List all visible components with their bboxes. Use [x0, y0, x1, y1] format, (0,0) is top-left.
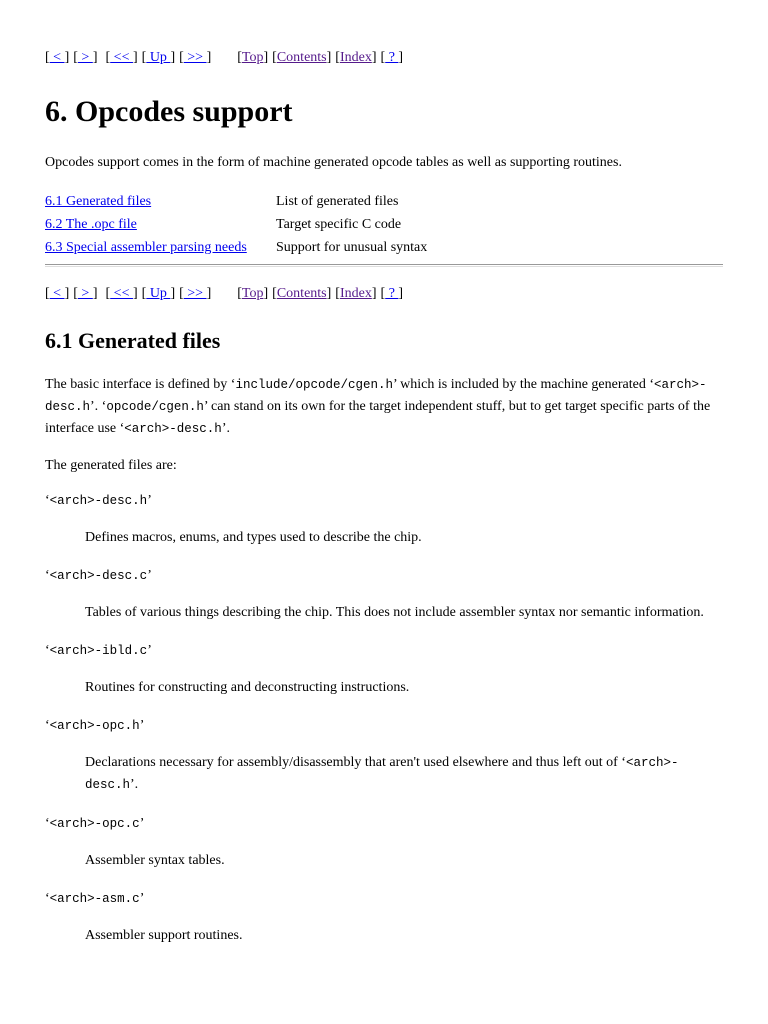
intro-paragraph: Opcodes support comes in the form of machine generated opcode tables as well as supporting routines. [45, 155, 622, 170]
page-title: 6. Opcodes support [45, 95, 293, 128]
file-description: Assembler support routines. [85, 928, 243, 943]
code-filename: include/opcode/cgen.h [235, 378, 394, 392]
text-run: ’. [221, 421, 230, 436]
file-name: <arch>-ibld.c [49, 644, 148, 658]
nav-next-link[interactable]: > [77, 50, 93, 65]
nav-fast-back-link[interactable]: << [110, 50, 133, 65]
nav-about-link[interactable]: ? [385, 286, 399, 301]
nav-contents-link[interactable]: Contents [276, 286, 327, 301]
file-term: ‘<arch>-opc.h’ [45, 718, 145, 733]
nav-fast-forward-link[interactable]: >> [183, 286, 207, 301]
text-run: ’ can stand on its own for the target independent stuff, but to get target specific parts of the interface use ‘ [45, 399, 711, 436]
menu-desc: Target specific C code [276, 217, 402, 232]
nav-prev-link[interactable]: < [49, 50, 65, 65]
text-run: ’. ‘ [90, 399, 107, 414]
nav-contents-link[interactable]: Contents [276, 50, 327, 65]
nav-prev-link[interactable]: < [49, 286, 65, 301]
nav-index-link[interactable]: Index [339, 50, 372, 65]
interface-paragraph [45, 374, 725, 440]
menu-link-generated-files[interactable]: 6.1 Generated files [45, 194, 152, 209]
menu-row [43, 213, 429, 236]
code-filename: <arch>-desc.h [45, 378, 707, 414]
file-term: ‘<arch>-desc.c’ [45, 568, 152, 583]
section-heading: 6.1 Generated files [45, 328, 221, 353]
menu-desc: List of generated files [276, 194, 399, 209]
file-term: ‘<arch>-ibld.c’ [45, 643, 152, 658]
file-name: <arch>-desc.c [49, 569, 148, 583]
file-description: Assembler syntax tables. [85, 853, 225, 868]
nav-bar-top: [ < ] [ > ] [ << ] [ Up ] [ >> ] [Top] [Contents] [Index] [ ? ] [45, 50, 404, 65]
menu-link-opc-file[interactable]: 6.2 The .opc file [45, 217, 137, 232]
generated-files-list [45, 491, 725, 946]
nav-bar-section: [ < ] [ > ] [ << ] [ Up ] [ >> ] [Top] [Contents] [Index] [ ? ] [45, 286, 404, 301]
file-term: ‘<arch>-asm.c’ [45, 891, 145, 906]
file-description: Defines macros, enums, and types used to describe the chip. [85, 530, 422, 545]
nav-fast-back-link[interactable]: << [110, 286, 133, 301]
file-term: ‘<arch>-desc.h’ [45, 493, 152, 508]
file-name: <arch>-opc.c [49, 817, 140, 831]
code-filename: <arch>-desc.h [85, 756, 679, 792]
nav-about-link[interactable]: ? [385, 50, 399, 65]
code-filename: <arch>-desc.h [124, 422, 222, 436]
file-name: <arch>-asm.c [49, 892, 140, 906]
nav-top-link[interactable]: Top [241, 50, 264, 65]
text-run: The basic interface is defined by ‘ [45, 377, 236, 392]
file-description: Tables of various things describing the chip. This does not include assembler syntax nor semantic information. [85, 605, 704, 620]
menu-row [43, 236, 429, 259]
nav-next-link[interactable]: > [77, 286, 93, 301]
nav-up-link[interactable]: Up [146, 286, 171, 301]
file-name: <arch>-desc.h [49, 494, 148, 508]
file-term: ‘<arch>-opc.c’ [45, 816, 145, 831]
menu-link-special-parsing[interactable]: 6.3 Special assembler parsing needs [45, 240, 247, 255]
nav-up-link[interactable]: Up [146, 50, 171, 65]
nav-index-link[interactable]: Index [339, 286, 372, 301]
code-filename: opcode/cgen.h [106, 400, 204, 414]
files-intro: The generated files are: [45, 458, 177, 473]
text-run: ’. [130, 777, 139, 792]
section-menu [43, 190, 429, 259]
nav-fast-forward-link[interactable]: >> [183, 50, 207, 65]
file-description [85, 752, 725, 796]
section-body [45, 374, 725, 964]
text-run: Declarations necessary for assembly/disassembly that aren't used elsewhere and thus left out of ‘ [85, 755, 626, 770]
file-name: <arch>-opc.h [49, 719, 140, 733]
text-run: ’ which is included by the machine generated ‘ [393, 377, 654, 392]
menu-row [43, 190, 429, 213]
file-description: Routines for constructing and deconstructing instructions. [85, 680, 410, 695]
nav-top-link[interactable]: Top [241, 286, 264, 301]
menu-desc: Support for unusual syntax [276, 240, 428, 255]
section-divider [45, 264, 723, 267]
